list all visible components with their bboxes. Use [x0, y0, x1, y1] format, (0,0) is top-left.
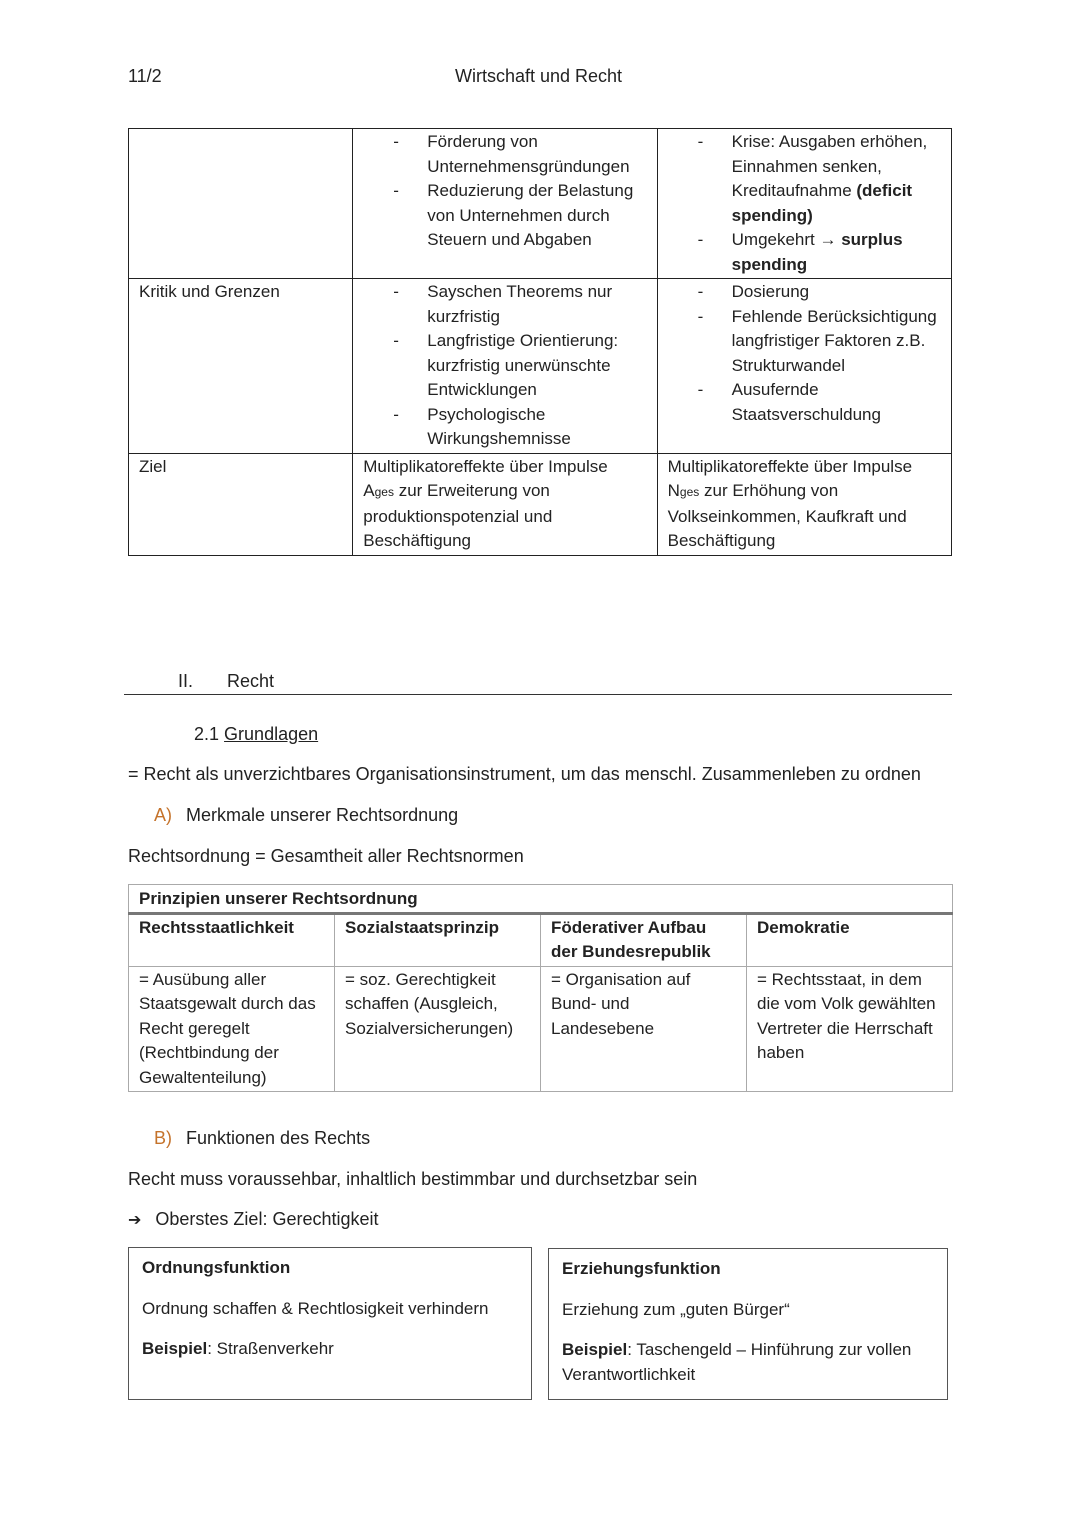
definition-text: = Recht als unverzichtbares Organisationsinstrument, um das menschl. Zusammenleben zu ordnen — [128, 764, 921, 784]
goal-demand-cell: Multiplikatoreffekte über Impulse Nges zur Erhöhung von Volkseinkommen, Kaufkraft und Beschäftigung — [657, 453, 951, 555]
subsection-title: Grundlagen — [224, 724, 319, 744]
list-item: - Reduzierung der Belastung von Unternehmen durch Steuern und Abgaben — [427, 179, 646, 253]
box-title: Ordnungsfunktion — [142, 1258, 291, 1277]
part-b-heading: B) Funktionen des Rechts — [154, 1128, 371, 1148]
list-item: - Ausufernde Staatsverschuldung — [732, 378, 941, 427]
table-cell: = soz. Gerechtigkeit schaffen (Ausgleich, Sozialversicherungen) — [335, 966, 541, 1092]
box-example: Beispiel: Straßenverkehr — [142, 1339, 334, 1358]
page-class-label: 11/2 — [128, 66, 162, 86]
row-label — [129, 129, 353, 279]
law-requirements-text: Recht muss voraussehbar, inhaltlich bestimmbar und durchsetzbar sein — [128, 1169, 698, 1189]
policy-comparison-table — [128, 128, 952, 556]
criticism-demand-list — [668, 280, 941, 427]
page-subject-title: Wirtschaft und Recht — [455, 66, 623, 86]
list-item: - Fehlende Berücksichtigung langfristiger Faktoren z.B. Strukturwandel — [732, 305, 941, 379]
box-text: Erziehung zum „guten Bürger“ — [562, 1299, 790, 1319]
section-divider — [124, 694, 952, 695]
column-header: Rechtsstaatlichkeit — [129, 913, 335, 966]
principles-table — [128, 884, 953, 1092]
goal-line: ➔ Oberstes Ziel: Gerechtigkeit — [128, 1209, 379, 1229]
list-item: - Dosierung — [732, 280, 941, 305]
list-item: - Krise: Ausgaben erhöhen, Einnahmen senken, Kreditaufnahme (deficit spending) — [732, 130, 941, 228]
arrow-right-icon: ➔ — [128, 1210, 142, 1229]
list-item: - Psychologische Wirkungshemnisse — [427, 403, 646, 452]
rechtsordnung-definition: Rechtsordnung = Gesamtheit aller Rechtsnormen — [128, 846, 524, 866]
part-a-heading: A) Merkmale unserer Rechtsordnung — [154, 805, 459, 825]
table-row — [129, 966, 953, 1092]
section-title: Recht — [227, 671, 275, 691]
box-title: Erziehungsfunktion — [562, 1259, 721, 1278]
row-label: Kritik und Grenzen — [129, 279, 353, 454]
list-item: - Sayschen Theorems nur kurzfristig — [427, 280, 646, 329]
table-row — [129, 279, 952, 454]
part-b-letter: B) — [154, 1128, 172, 1148]
table-cell: = Organisation auf Bund- und Landesebene — [541, 966, 747, 1092]
part-a-letter: A) — [154, 805, 172, 825]
list-item: - Langfristige Orientierung: kurzfristig unerwünschte Entwicklungen — [427, 329, 646, 403]
table-caption: Prinzipien unserer Rechtsordnung — [129, 885, 953, 914]
row-label: Ziel — [129, 453, 353, 555]
table-row — [129, 129, 952, 279]
table-row — [129, 453, 952, 555]
table-caption-row — [129, 885, 953, 914]
column-header: Demokratie — [747, 913, 953, 966]
function-box-ordnung — [128, 1247, 532, 1400]
supply-measures-list — [363, 130, 646, 253]
criticism-supply-list — [363, 280, 646, 452]
function-box-erziehung — [548, 1248, 948, 1400]
list-item: - Umgekehrt → surplus spending — [732, 228, 941, 277]
demand-measures-list — [668, 130, 941, 277]
table-cell: = Rechtsstaat, in dem die vom Volk gewählten Vertreter die Herrschaft haben — [747, 966, 953, 1092]
box-text: Ordnung schaffen & Rechtlosigkeit verhindern — [142, 1298, 489, 1318]
column-header: Föderativer Aufbau der Bundesrepublik — [541, 913, 747, 966]
column-header: Sozialstaatsprinzip — [335, 913, 541, 966]
goal-supply-cell: Multiplikatoreffekte über Impulse Ages zur Erweiterung von produktionspotenzial und Beschäftigung — [353, 453, 657, 555]
section-number: II. — [178, 671, 194, 691]
table-cell: = Ausübung aller Staatsgewalt durch das Recht geregelt (Rechtbindung der Gewaltenteilung) — [129, 966, 335, 1092]
subsection-heading: 2.1 Grundlagen — [194, 724, 319, 744]
box-example: Beispiel: Taschengeld – Hinführung zur vollen Verantwortlichkeit — [562, 1340, 912, 1384]
table-header-row — [129, 913, 953, 966]
list-item: - Förderung von Unternehmensgründungen — [427, 130, 646, 179]
